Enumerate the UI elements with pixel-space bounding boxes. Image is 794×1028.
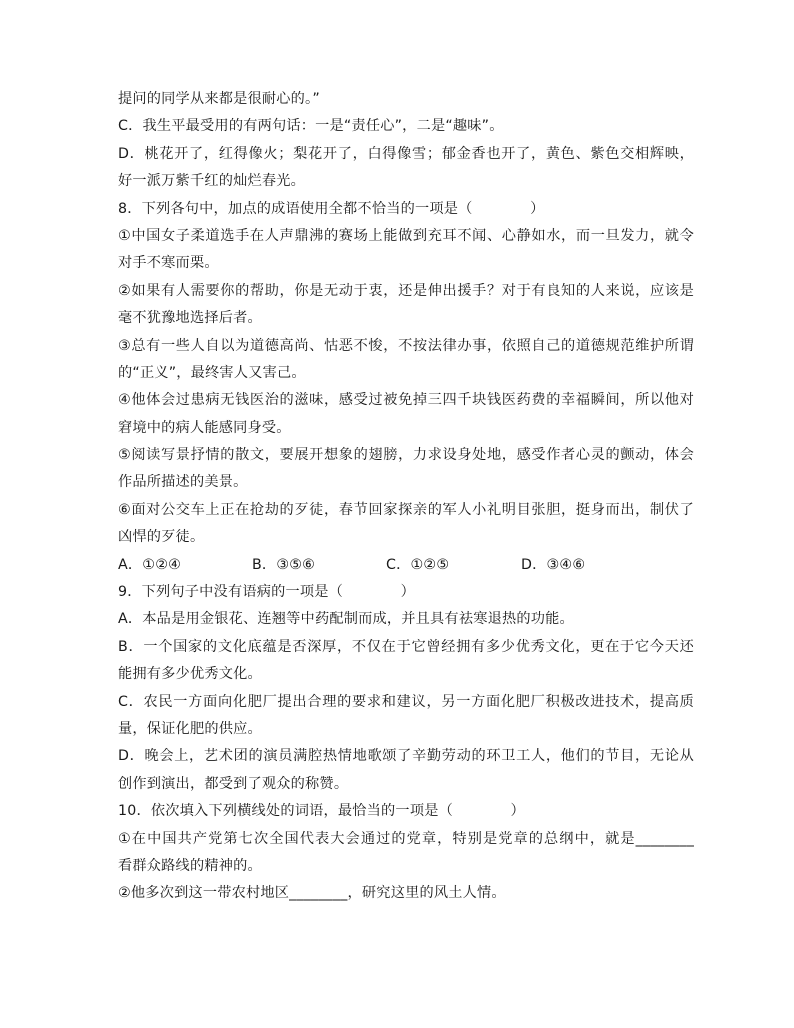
option-d-line: D．桃花开了，红得像火；梨花开了，白得像雪；郁金香也开了，黄色、紫色交相辉映，: [118, 145, 694, 162]
text-line: 凶悍的歹徒。: [118, 529, 205, 546]
q8-option-a: A．①②④: [118, 556, 182, 573]
text-line: 能拥有多少优秀文化。: [118, 666, 262, 683]
text-line: 对手不寒而栗。: [118, 255, 219, 272]
text-line: 量，保证化肥的供应。: [118, 720, 262, 737]
q8-sentence-5: ⑤阅读写景抒情的散文，要展开想象的翅膀，力求设身处地，感受作者心灵的颤动，体会: [118, 447, 694, 464]
text-line: 的“正义”，最终害人又害己。: [118, 364, 306, 381]
q9-option-d: D．晚会上，艺术团的演员满腔热情地歌颂了辛勤劳动的环卫工人，他们的节目，无论从: [118, 748, 694, 765]
q8-option-c: C．①②⑤: [386, 556, 450, 573]
q8-options: [118, 555, 694, 575]
q9-option-a: A．本品是用金银花、连翘等中药配制而成，并且具有祛寒退热的功能。: [118, 611, 574, 628]
q10-sentence-2: ②他多次到这一带农村地区________，研究这里的风土人情。: [118, 885, 506, 902]
text-line: 好一派万紫千红的灿烂春光。: [118, 173, 306, 190]
q10-sentence-1: ①在中国共产党第七次全国代表大会通过的党章，特别是党章的总纲中，就是________: [118, 830, 694, 847]
question-9-stem: 9．下列句子中没有语病的一项是（ ）: [118, 584, 415, 601]
q9-option-c: C．农民一方面向化肥厂提出合理的要求和建议，另一方面化肥厂积极改进技术，提高质: [118, 693, 694, 710]
q8-sentence-1: ①中国女子柔道选手在人声鼎沸的赛场上能做到充耳不闻、心静如水，而一旦发力，就令: [118, 227, 694, 244]
question-10-stem: 10．依次填入下列横线处的词语，最恰当的一项是（ ）: [118, 803, 525, 820]
q8-sentence-2: ②如果有人需要你的帮助，你是无动于衷，还是伸出援手？对于有良知的人来说，应该是: [118, 282, 694, 299]
q8-option-b: B．③⑤⑥: [252, 556, 316, 573]
text-line: 提问的同学从来都是很耐心的。”: [118, 91, 320, 107]
q9-option-b: B．一个国家的文化底蕴是否深厚，不仅在于它曾经拥有多少优秀文化，更在于它今天还: [118, 638, 694, 655]
q8-option-d: D．③④⑥: [521, 556, 586, 573]
text-line: 看群众路线的精神的。: [118, 857, 262, 874]
q8-sentence-4: ④他体会过患病无钱医治的滋味，感受过被免掉三四千块钱医药费的幸福瞬间，所以他对: [118, 392, 694, 409]
q8-sentence-6: ⑥面对公交车上正在抢劫的歹徒，春节回家探亲的军人小礼明目张胆，挺身而出，制伏了: [118, 501, 694, 518]
text-line: 创作到演出，都受到了观众的称赞。: [118, 775, 349, 792]
q8-sentence-3: ③总有一些人自以为道德高尚、怙恶不悛，不按法律办事，依照自己的道德规范维护所谓: [118, 337, 694, 354]
text-line: 窘境中的病人能感同身受。: [118, 419, 291, 436]
text-line: 毫不犹豫地选择后者。: [118, 310, 262, 327]
option-c-line: C．我生平最受用的有两句话：一是“责任心”，二是“趣味”。: [118, 118, 504, 135]
text-line: 作品所描述的美景。: [118, 474, 248, 491]
question-8-stem: 8．下列各句中，加点的成语使用全都不恰当的一项是（ ）: [118, 200, 545, 217]
